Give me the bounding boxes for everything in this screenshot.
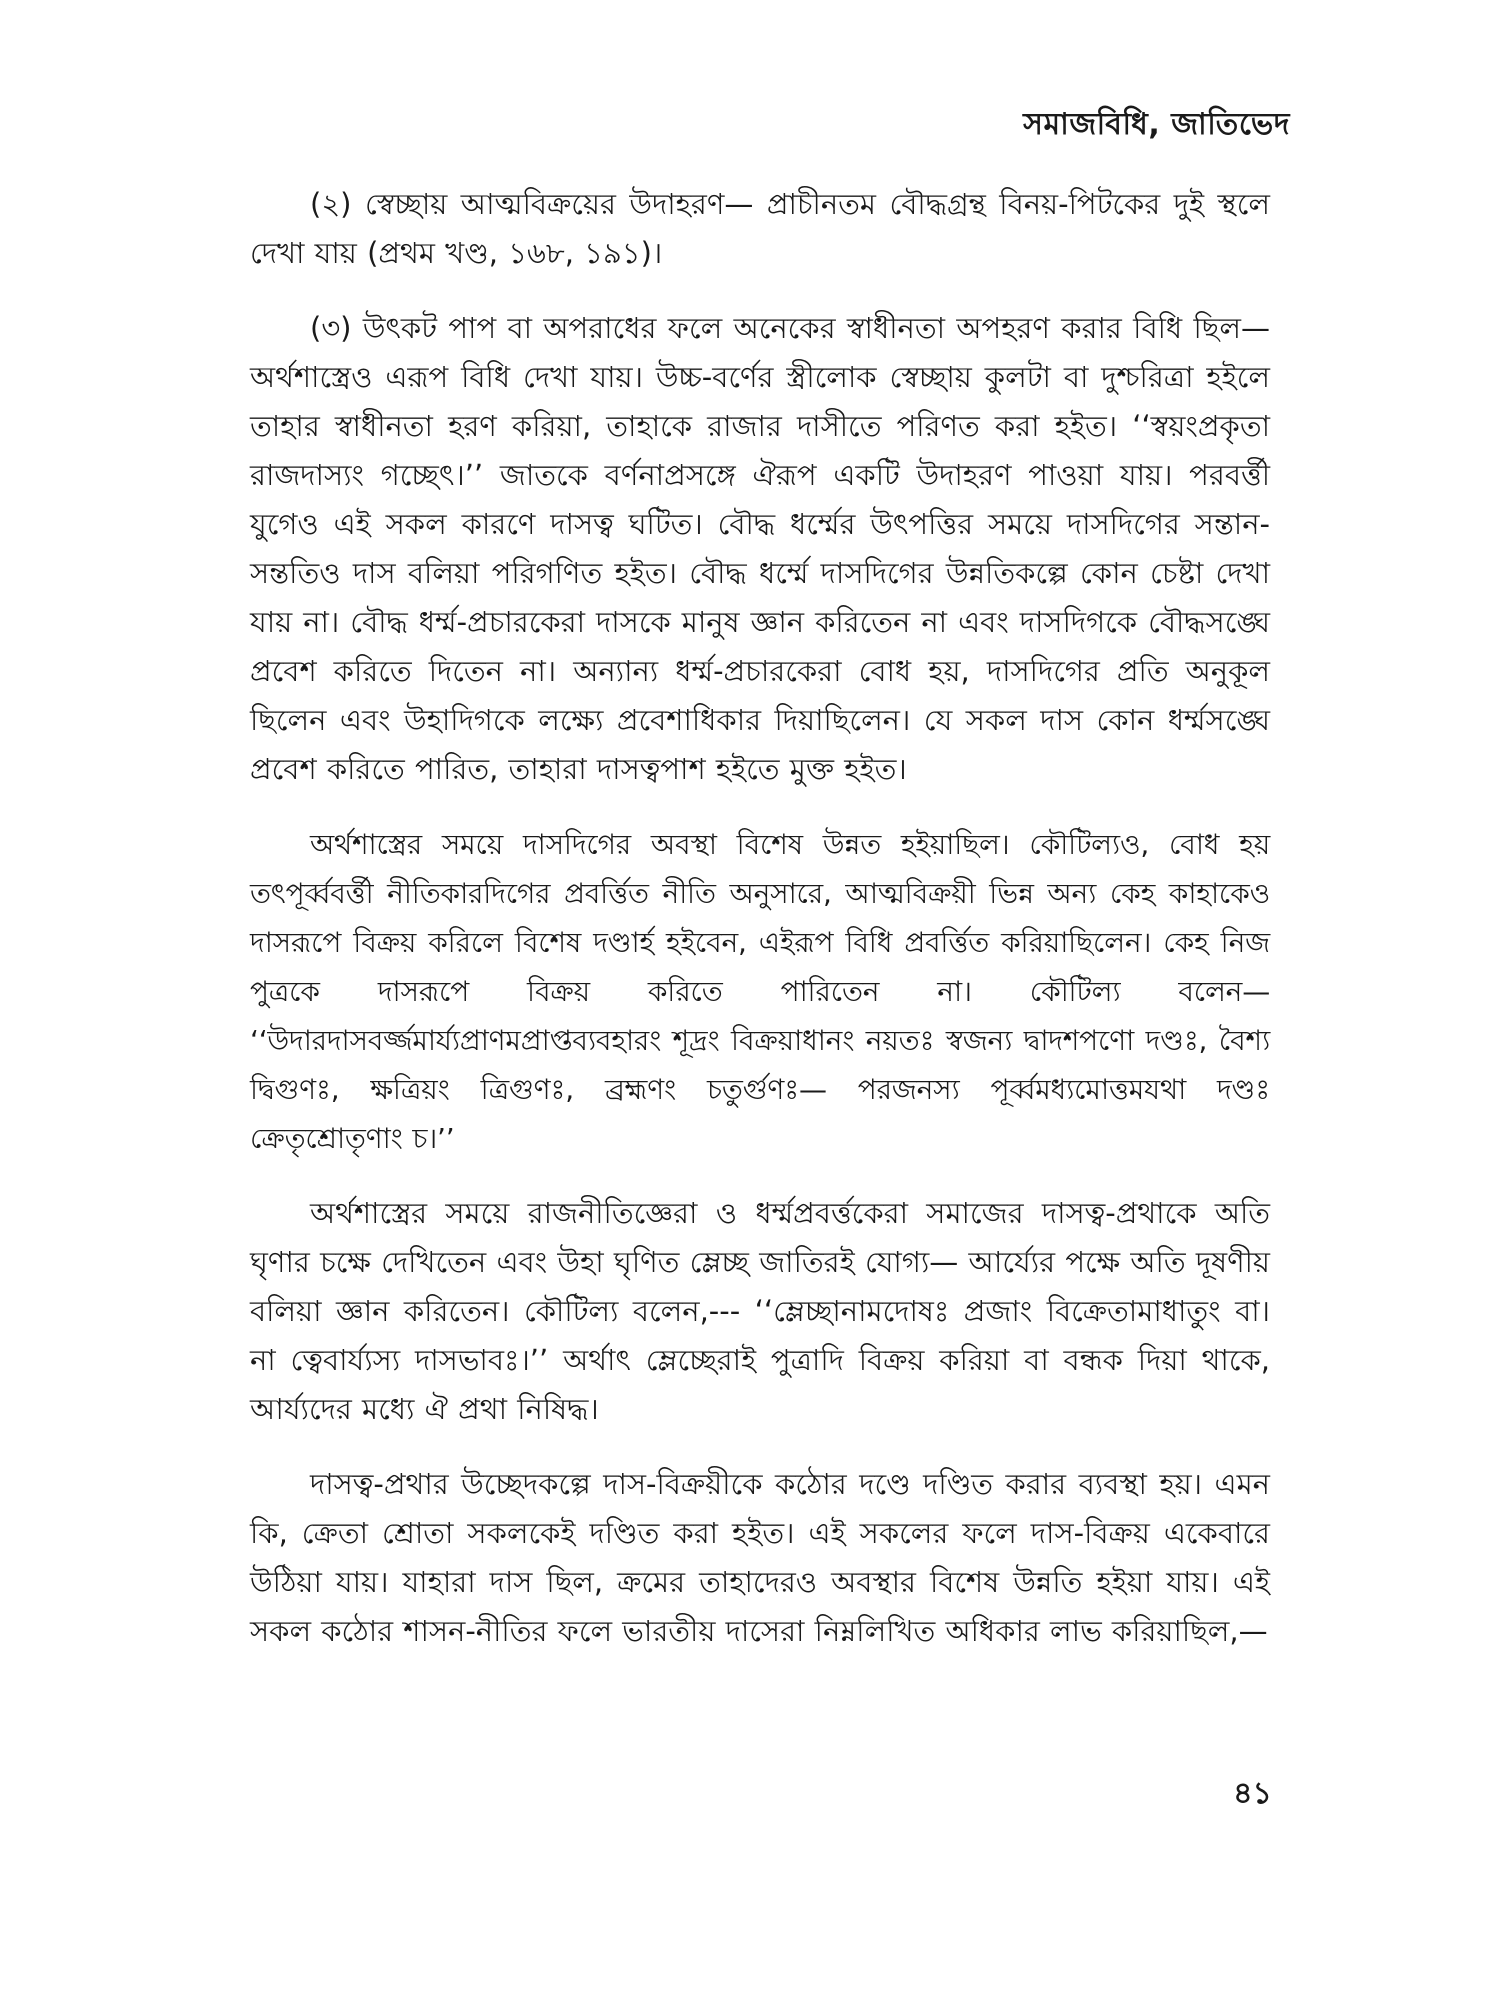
- paragraph-contempt-for-slavery: অর্থশাস্ত্রের সময়ে রাজনীতিজ্ঞেরা ও ধর্ম্মপ্রবর্ত্তকেরা সমাজের দাসত্ব-প্রথাকে অতি ঘৃণার চক্ষে দেখিতেন এবং উহা ঘৃণিত ম্লেচ্ছ জাতিরই যোগ্য— আর্য্যের পক্ষে অতি দূষণীয় বলিয়া জ্ঞান করিতেন। কৌটিল্য বলেন,--- ‘‘ম্লেচ্ছানামদোষঃ প্রজাং বিক্রেতামাধাতুং বা। না ত্বেবার্য্যস্য দাসভাবঃ।’’ অর্থাৎ ম্লেচ্ছেরাই পুত্রাদি বিক্রয় করিয়া বা বন্ধক দিয়া থাকে, আর্য্যদের মধ্যে ঐ প্রথা নিষিদ্ধ।: [250, 1196, 1270, 1426]
- running-header: সমাজবিধি, জাতিভেদ: [1023, 107, 1290, 142]
- paragraph-abolition-measures: দাসত্ব-প্রথার উচ্ছেদকল্পে দাস-বিক্রয়ীকে কঠোর দণ্ডে দণ্ডিত করার ব্যবস্থা হয়। এমন কি, ক্রেতা শ্রোতা সকলকেই দণ্ডিত করা হইত। এই সকলের ফলে দাস-বিক্রয় একেবারে উঠিয়া যায়। যাহারা দাস ছিল, ক্রমের তাহাদেরও অবস্থার বিশেষ উন্নতি হইয়া যায়। এই সকল কঠোর শাসন-নীতির ফলে ভারতীয় দাসেরা নিম্নলিখিত অধিকার লাভ করিয়াছিল,—: [250, 1467, 1270, 1648]
- paragraph-self-sale-example: (২) স্বেচ্ছায় আত্মবিক্রয়ের উদাহরণ— প্রাচীনতম বৌদ্ধগ্রন্থ বিনয়-পিটকের দুই স্থলে দেখা যায় (প্রথম খণ্ড, ১৬৮, ১৯১)।: [250, 187, 1270, 270]
- paragraph-loss-of-freedom: (৩) উৎকট পাপ বা অপরাধের ফলে অনেকের স্বাধীনতা অপহরণ করার বিধি ছিল— অর্থশাস্ত্রেও এরূপ বিধি দেখা যায়। উচ্চ-বর্ণের স্ত্রীলোক স্বেচ্ছায় কুলটা বা দুশ্চরিত্রা হইলে তাহার স্বাধীনতা হরণ করিয়া, তাহাকে রাজার দাসীতে পরিণত করা হইত। ‘‘স্বয়ংপ্রকৃতা রাজদাস্যং গচ্ছেৎ।’’ জাতকে বর্ণনাপ্রসঙ্গে ঐরূপ একটি উদাহরণ পাওয়া যায়। পরবর্ত্তী যুগেও এই সকল কারণে দাসত্ব ঘটিত। বৌদ্ধ ধর্ম্মের উৎপত্তির সময়ে দাসদিগের সন্তান-সন্ততিও দাস বলিয়া পরিগণিত হইত। বৌদ্ধ ধর্ম্মে দাসদিগের উন্নতিকল্পে কোন চেষ্টা দেখা যায় না। বৌদ্ধ ধর্ম্ম-প্রচারকেরা দাসকে মানুষ জ্ঞান করিতেন না এবং দাসদিগকে বৌদ্ধসঙ্ঘে প্রবেশ করিতে দিতেন না। অন্যান্য ধর্ম্ম-প্রচারকেরা বোধ হয়, দাসদিগের প্রতি অনুকূল ছিলেন এবং উহাদিগকে লক্ষ্যে প্রবেশাধিকার দিয়াছিলেন। যে সকল দাস কোন ধর্ম্মসঙ্ঘে প্রবেশ করিতে পারিত, তাহারা দাসত্বপাশ হইতে মুক্ত হইত।: [250, 311, 1270, 786]
- page-body: [250, 180, 1270, 1682]
- page-number: ৪১: [1233, 1776, 1272, 1811]
- paragraph-arthashastra-conditions: অর্থশাস্ত্রের সময়ে দাসদিগের অবস্থা বিশেষ উন্নত হইয়াছিল। কৌটিল্যও, বোধ হয় তৎপূর্ব্ববর্ত্তী নীতিকারদিগের প্রবর্ত্তিত নীতি অনুসারে, আত্মবিক্রয়ী ভিন্ন অন্য কেহ কাহাকেও দাসরূপে বিক্রয় করিলে বিশেষ দণ্ডার্হ হইবেন, এইরূপ বিধি প্রবর্ত্তিত করিয়াছিলেন। কেহ নিজ পুত্রকে দাসরূপে বিক্রয় করিতে পারিতেন না। কৌটিল্য বলেন— ‘‘উদারদাসবর্জ্জমার্য্যপ্রাণমপ্রাপ্তব্যবহারং শূদ্রং বিক্রয়াধানং নয়তঃ স্বজন্য দ্বাদশপণো দণ্ডঃ, বৈশ্য দ্বিগুণঃ, ক্ষত্রিয়ং ত্রিগুণঃ, ব্রহ্মণং চতুর্গুণঃ— পরজনস্য পূর্ব্বমধ্যমোত্তমযথা দণ্ডঃ ক্রেতৃশ্রোতৃণাং চ।’’: [250, 828, 1270, 1155]
